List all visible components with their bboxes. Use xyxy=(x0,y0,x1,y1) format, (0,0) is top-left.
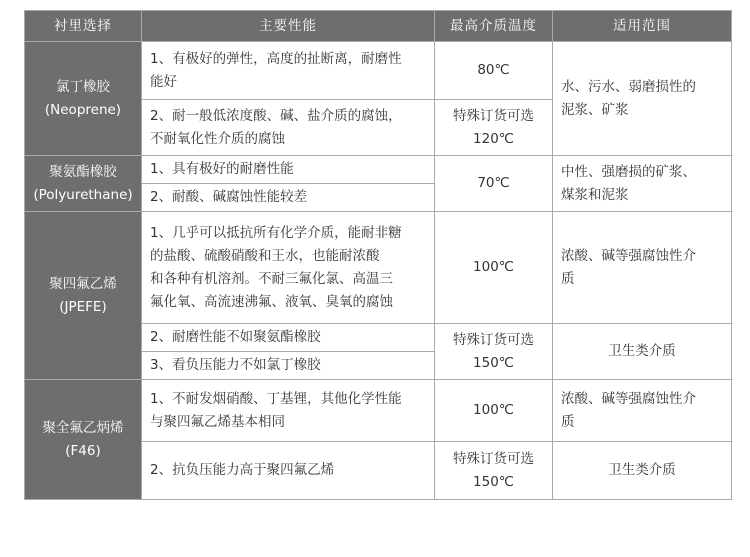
material-neoprene xyxy=(25,42,142,156)
feature-text: 能好 xyxy=(150,73,177,90)
scope-cell: 卫生类介质 xyxy=(553,442,732,500)
scope-text: 水、污水、弱磨损性的 xyxy=(561,78,696,95)
feature-text: 和各种有机溶剂。不耐三氟化氯、高温三 xyxy=(150,270,393,287)
feature-cell: 2、耐酸、碱腐蚀性能较差 xyxy=(142,184,435,212)
material-ptfe xyxy=(25,212,142,380)
temp-note: 特殊订货可选 xyxy=(453,450,534,467)
material-name: 氯丁橡胶 xyxy=(56,78,110,95)
scope-cell xyxy=(553,380,732,442)
table-row xyxy=(25,380,732,442)
table-row xyxy=(25,156,732,184)
scope-text: 浓酸、碱等强腐蚀性介 xyxy=(561,247,696,264)
temp-cell: 100℃ xyxy=(435,212,553,324)
feature-cell: 1、具有极好的耐磨性能 xyxy=(142,156,435,184)
feature-text: 2、耐一般低浓度酸、碱、盐介质的腐蚀， xyxy=(150,107,402,124)
material-name-en: (Polyurethane) xyxy=(33,186,133,203)
temp-value: 150℃ xyxy=(473,473,514,490)
header-scope: 适用范围 xyxy=(553,11,732,42)
feature-text: 1、几乎可以抵抗所有化学介质，能耐非糖 xyxy=(150,224,402,241)
temp-value: 150℃ xyxy=(473,354,514,371)
scope-cell xyxy=(553,212,732,324)
temp-cell: 70℃ xyxy=(435,156,553,212)
table-row xyxy=(25,212,732,324)
feature-cell xyxy=(142,42,435,100)
feature-cell: 3、看负压能力不如氯丁橡胶 xyxy=(142,352,435,380)
feature-text: 1、不耐发烟硝酸、丁基锂，其他化学性能 xyxy=(150,390,402,407)
scope-text: 质 xyxy=(561,413,575,430)
scope-text: 浓酸、碱等强腐蚀性介 xyxy=(561,390,696,407)
feature-cell xyxy=(142,212,435,324)
scope-cell xyxy=(553,42,732,156)
feature-cell: 2、抗负压能力高于聚四氟乙烯 xyxy=(142,442,435,500)
header-performance: 主要性能 xyxy=(142,11,435,42)
temp-cell xyxy=(435,442,553,500)
material-name: 聚氨酯橡胶 xyxy=(49,163,117,180)
feature-text: 的盐酸、硫酸硝酸和王水，也能耐浓酸 xyxy=(150,247,380,264)
temp-cell: 100℃ xyxy=(435,380,553,442)
feature-text: 不耐氧化性介质的腐蚀 xyxy=(150,130,285,147)
scope-text: 煤浆和泥浆 xyxy=(561,186,629,203)
header-lining: 衬里选择 xyxy=(25,11,142,42)
feature-text: 氟化氧、高流速沸氟、液氧、臭氧的腐蚀 xyxy=(150,293,393,310)
material-name-en: (JPEFE) xyxy=(59,298,107,315)
temp-cell: 80℃ xyxy=(435,42,553,100)
material-f46 xyxy=(25,380,142,500)
scope-text: 质 xyxy=(561,270,575,287)
scope-cell: 卫生类介质 xyxy=(553,324,732,380)
feature-cell xyxy=(142,380,435,442)
header-row xyxy=(25,11,732,42)
material-name-en: (F46) xyxy=(65,442,101,459)
scope-text: 泥浆、矿浆 xyxy=(561,101,629,118)
feature-text: 1、有极好的弹性，高度的扯断离，耐磨性 xyxy=(150,50,402,67)
scope-cell xyxy=(553,156,732,212)
feature-cell xyxy=(142,100,435,156)
feature-text: 与聚四氟乙烯基本相同 xyxy=(150,413,285,430)
temp-cell xyxy=(435,100,553,156)
lining-table xyxy=(24,10,732,500)
material-polyurethane xyxy=(25,156,142,212)
temp-value: 120℃ xyxy=(473,130,514,147)
material-name: 聚全氟乙炳烯 xyxy=(42,419,124,436)
feature-cell: 2、耐磨性能不如聚氨酯橡胶 xyxy=(142,324,435,352)
material-name-en: (Neoprene) xyxy=(44,101,122,118)
table-row xyxy=(25,42,732,100)
temp-cell xyxy=(435,324,553,380)
material-name: 聚四氟乙烯 xyxy=(49,275,117,292)
header-max-temp: 最高介质温度 xyxy=(435,11,553,42)
scope-text: 中性、强磨损的矿浆、 xyxy=(561,163,696,180)
temp-note: 特殊订货可选 xyxy=(453,107,534,124)
temp-note: 特殊订货可选 xyxy=(453,331,534,348)
